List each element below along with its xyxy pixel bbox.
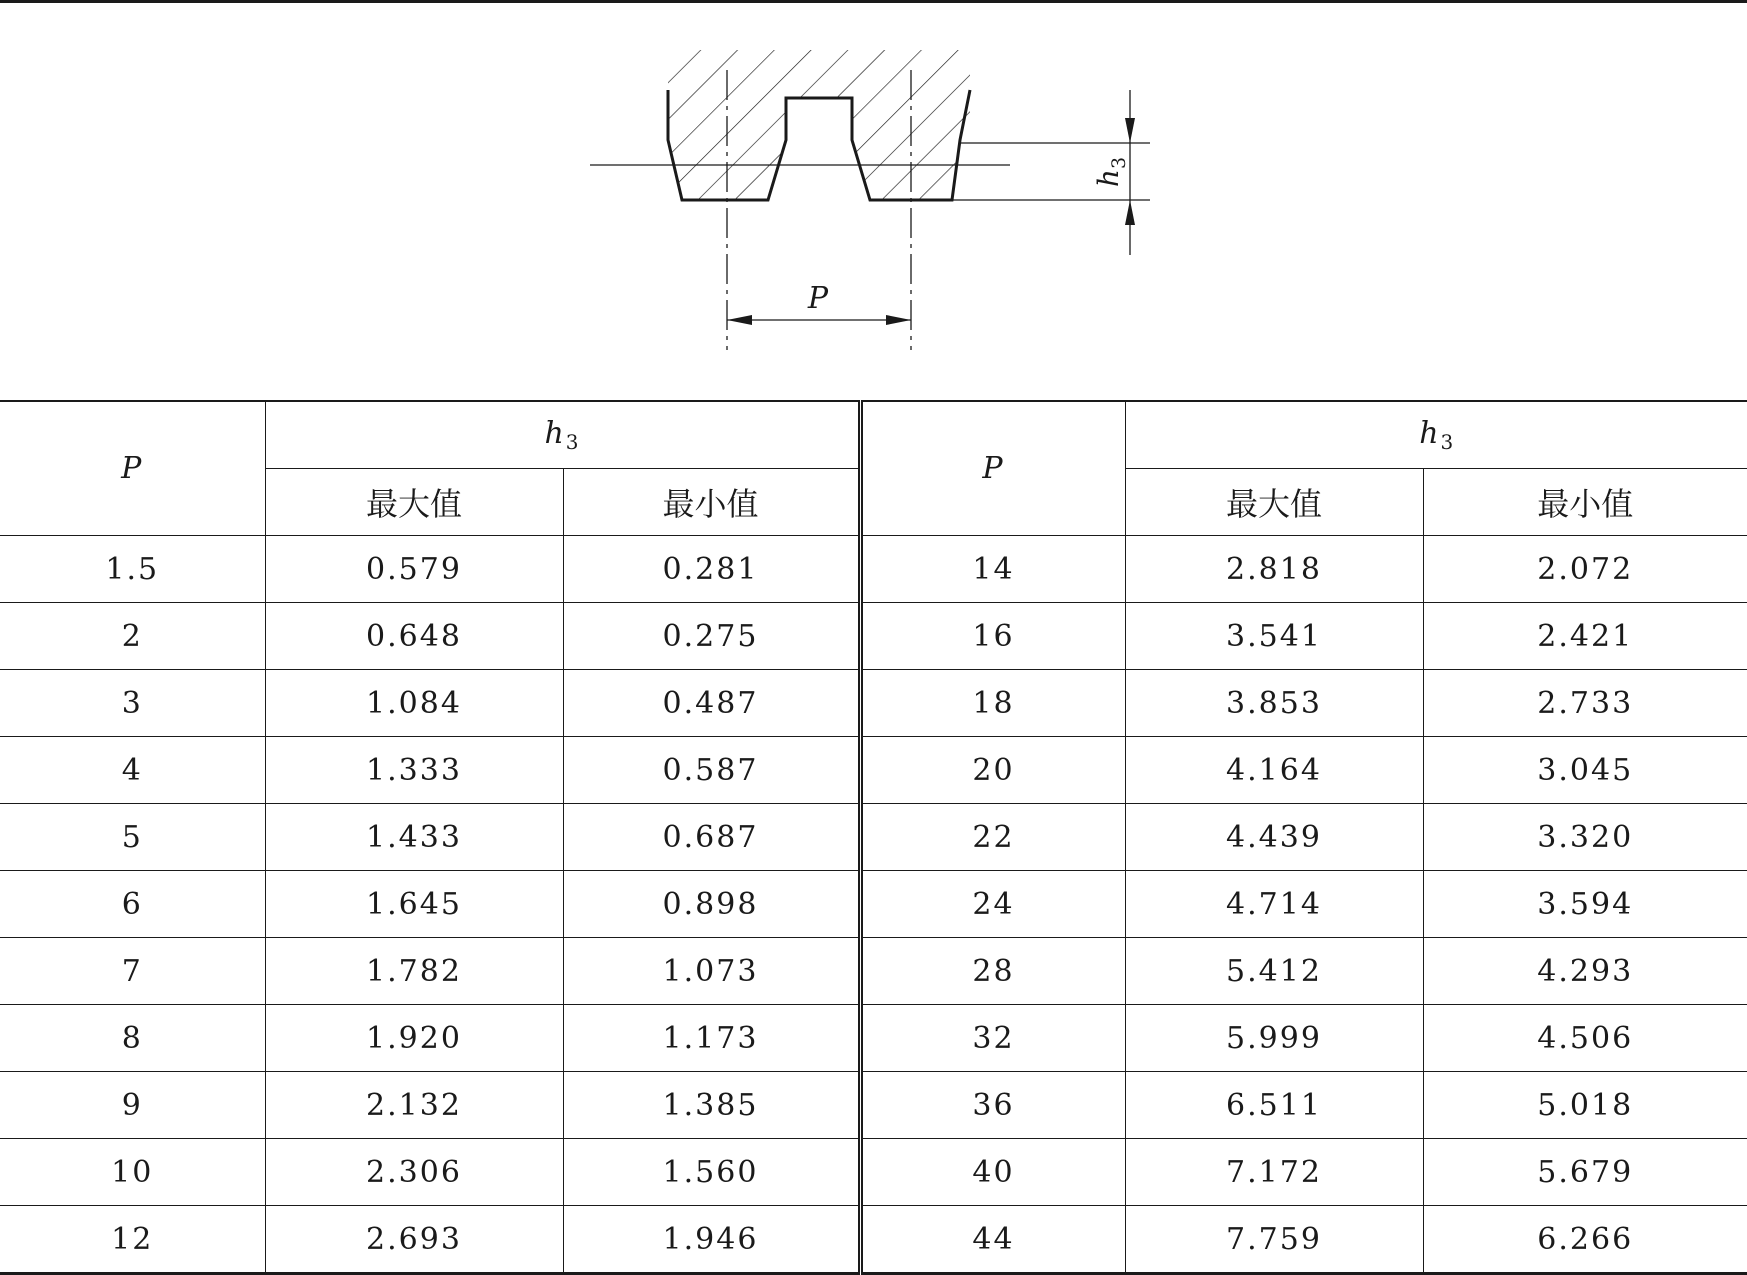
cell-max-left: 2.693	[265, 1206, 563, 1274]
cell-p-left: 5	[0, 804, 265, 871]
cell-min-left: 0.587	[563, 737, 860, 804]
table-row	[0, 1005, 1747, 1072]
h3-arrow-top	[1125, 118, 1135, 143]
header-p-right: P	[860, 401, 1125, 536]
table-row	[0, 670, 1747, 737]
cell-p-left: 8	[0, 1005, 265, 1072]
cell-p-right: 16	[860, 603, 1125, 670]
table-row	[0, 1072, 1747, 1139]
cell-p-left: 9	[0, 1072, 265, 1139]
header-h3-left: $h_3$	[265, 401, 860, 469]
table-row	[0, 1139, 1747, 1206]
cell-max-right: 7.759	[1125, 1206, 1423, 1274]
cell-min-left: 1.385	[563, 1072, 860, 1139]
h3-dimension-label	[1092, 157, 1130, 187]
header-min-left: 最小值	[563, 469, 860, 536]
cell-max-right: 2.818	[1125, 536, 1423, 603]
cell-p-right: 32	[860, 1005, 1125, 1072]
cell-max-left: 1.645	[265, 871, 563, 938]
table-row	[0, 804, 1747, 871]
table-row	[0, 938, 1747, 1005]
cell-p-left: 10	[0, 1139, 265, 1206]
cell-max-left: 2.132	[265, 1072, 563, 1139]
cell-max-right: 4.714	[1125, 871, 1423, 938]
cell-p-right: 24	[860, 871, 1125, 938]
header-min-right: 最小值	[1423, 469, 1747, 536]
cell-min-right: 2.072	[1423, 536, 1747, 603]
cell-max-right: 6.511	[1125, 1072, 1423, 1139]
cell-max-left: 1.920	[265, 1005, 563, 1072]
svg-text:h3: $h_3$	[1092, 156, 1130, 188]
cell-min-left: 1.560	[563, 1139, 860, 1206]
cell-p-right: 14	[860, 536, 1125, 603]
cell-min-left: 1.946	[563, 1206, 860, 1274]
cell-p-right: 18	[860, 670, 1125, 737]
cell-p-left: 4	[0, 737, 265, 804]
cell-max-left: 0.648	[265, 603, 563, 670]
cell-p-left: 1.5	[0, 536, 265, 603]
h3-arrow-bottom	[1125, 200, 1135, 225]
cell-p-right: 20	[860, 737, 1125, 804]
cell-max-right: 3.853	[1125, 670, 1423, 737]
cell-max-right: 3.541	[1125, 603, 1423, 670]
cell-p-right: 28	[860, 938, 1125, 1005]
cell-min-right: 4.293	[1423, 938, 1747, 1005]
cell-p-right: 36	[860, 1072, 1125, 1139]
cell-max-right: 4.164	[1125, 737, 1423, 804]
table-row	[0, 536, 1747, 603]
cell-max-left: 1.084	[265, 670, 563, 737]
cell-min-right: 3.594	[1423, 871, 1747, 938]
top-rule	[0, 0, 1747, 3]
cell-p-left: 6	[0, 871, 265, 938]
cell-p-left: 7	[0, 938, 265, 1005]
table-header-row-1	[0, 401, 1747, 469]
table-row	[0, 1206, 1747, 1274]
thread-profile-drawing	[590, 50, 1170, 350]
cell-min-right: 6.266	[1423, 1206, 1747, 1274]
cell-min-left: 1.173	[563, 1005, 860, 1072]
p-arrow-left	[727, 315, 752, 325]
cell-min-left: 0.281	[563, 536, 860, 603]
cell-p-right: 22	[860, 804, 1125, 871]
cell-min-left: 0.487	[563, 670, 860, 737]
cell-min-right: 2.421	[1423, 603, 1747, 670]
cell-min-left: 0.275	[563, 603, 860, 670]
cell-max-left: 0.579	[265, 536, 563, 603]
cell-min-right: 4.506	[1423, 1005, 1747, 1072]
header-max-right: 最大值	[1125, 469, 1423, 536]
cell-max-left: 1.333	[265, 737, 563, 804]
table-row	[0, 603, 1747, 670]
table-row	[0, 737, 1747, 804]
p-arrow-right	[886, 315, 911, 325]
cell-p-left: 3	[0, 670, 265, 737]
table-row	[0, 871, 1747, 938]
cell-min-right: 3.045	[1423, 737, 1747, 804]
cell-p-right: 44	[860, 1206, 1125, 1274]
cell-min-left: 1.073	[563, 938, 860, 1005]
cell-max-left: 2.306	[265, 1139, 563, 1206]
cell-min-right: 2.733	[1423, 670, 1747, 737]
cell-min-left: 0.898	[563, 871, 860, 938]
cell-p-left: 2	[0, 603, 265, 670]
header-h3-right: $h_3$	[1125, 401, 1747, 469]
hatched-material	[590, 50, 970, 200]
cell-max-right: 5.412	[1125, 938, 1423, 1005]
header-max-left: 最大值	[265, 469, 563, 536]
cell-max-left: 1.782	[265, 938, 563, 1005]
cell-min-right: 5.018	[1423, 1072, 1747, 1139]
cell-min-right: 5.679	[1423, 1139, 1747, 1206]
header-p-left: P	[0, 401, 265, 536]
h3-value-table	[0, 400, 1747, 1275]
cell-max-right: 7.172	[1125, 1139, 1423, 1206]
cell-max-right: 4.439	[1125, 804, 1423, 871]
cell-min-left: 0.687	[563, 804, 860, 871]
cell-p-right: 40	[860, 1139, 1125, 1206]
cell-max-left: 1.433	[265, 804, 563, 871]
thread-profile-figure	[590, 50, 1170, 350]
p-dimension-label: P	[807, 281, 829, 316]
cell-max-right: 5.999	[1125, 1005, 1423, 1072]
cell-p-left: 12	[0, 1206, 265, 1274]
cell-min-right: 3.320	[1423, 804, 1747, 871]
